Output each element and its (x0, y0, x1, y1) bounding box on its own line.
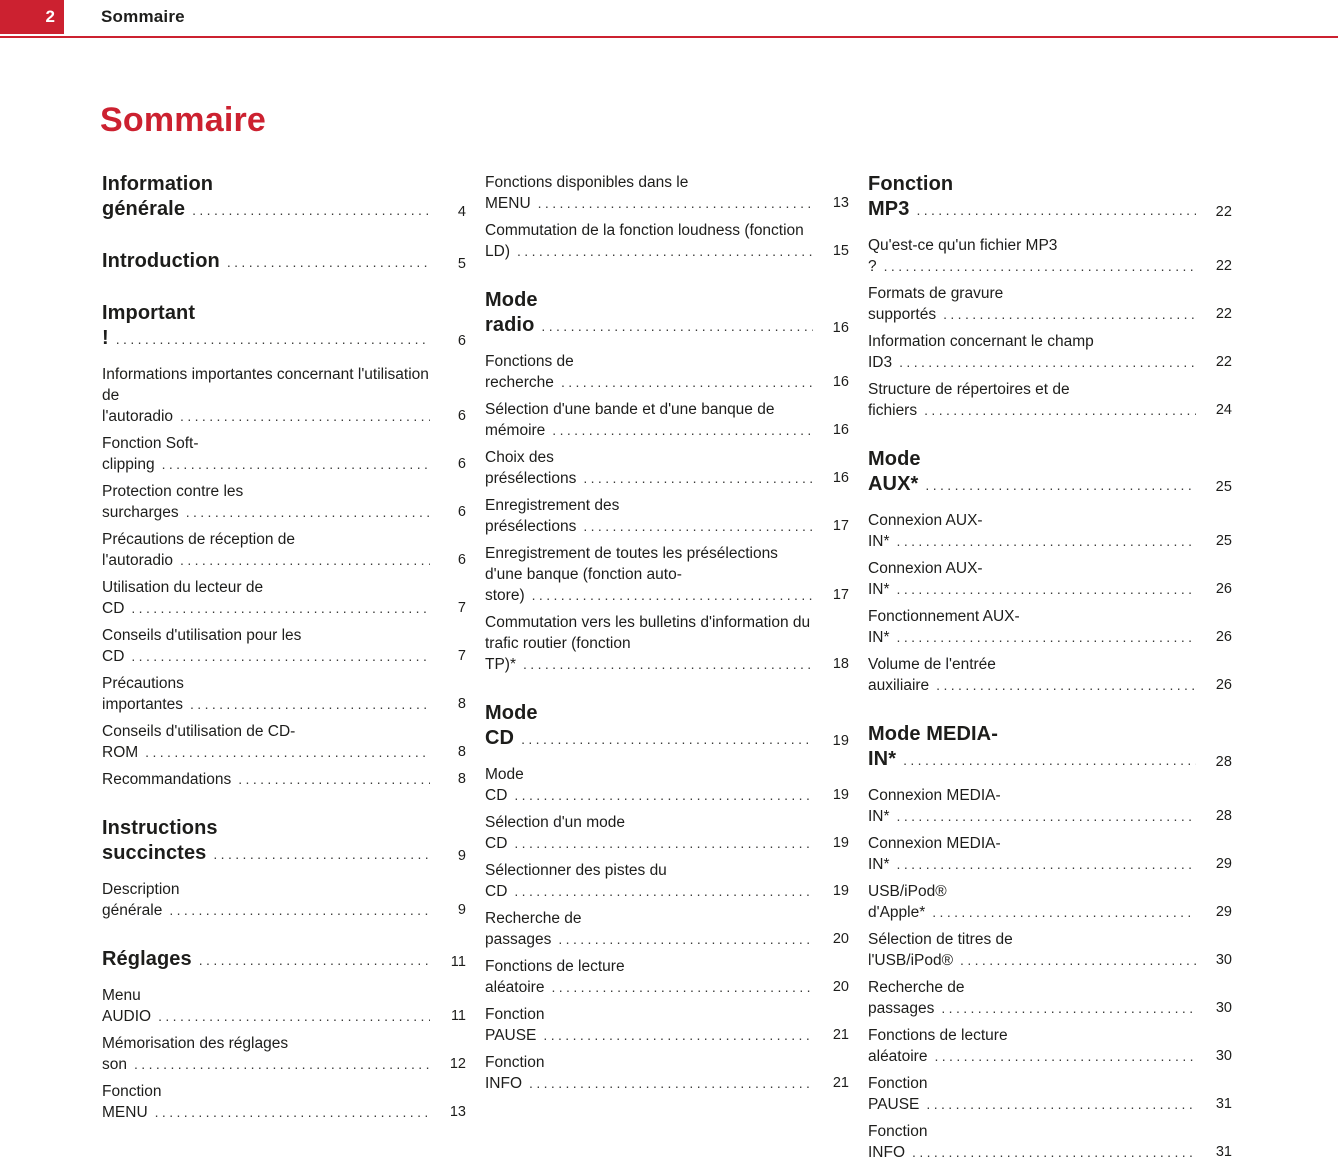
toc-entry-page-number: 22 (1215, 306, 1232, 322)
toc-entry-label: Mode AUX* (868, 448, 921, 495)
header-rule (0, 36, 1338, 38)
toc-entry-text (868, 1121, 1196, 1163)
dot-leader (583, 470, 813, 486)
toc-entry-text (102, 721, 430, 763)
toc-entry-text (485, 543, 813, 606)
toc-entry-page-number: 6 (457, 333, 466, 349)
toc-entry-page-number: 8 (457, 744, 466, 760)
dot-leader (925, 477, 1196, 493)
toc-entry (485, 1052, 849, 1094)
dot-leader (541, 318, 813, 334)
dot-leader (960, 952, 1196, 968)
toc-entry (868, 881, 1232, 923)
toc-entry-label: Sélectionner des pistes du CD (485, 862, 667, 900)
toc-entry (102, 625, 466, 667)
toc-entry (868, 1025, 1232, 1067)
dot-leader (897, 581, 1196, 597)
dot-leader (561, 374, 813, 390)
toc-entry-page-number: 12 (449, 1056, 466, 1072)
running-header-title: Sommaire (101, 7, 185, 26)
toc-entry-text (868, 1073, 1196, 1115)
toc-entry (102, 879, 466, 921)
dot-leader (213, 846, 430, 862)
toc-entry-label: Introduction (102, 250, 220, 272)
toc-entry-text (485, 860, 813, 902)
toc-entry-text (868, 283, 1196, 325)
toc-entry (102, 721, 466, 763)
toc-entry-text (485, 351, 813, 393)
toc-entry-text (485, 495, 813, 537)
dot-leader (897, 808, 1196, 824)
dot-leader (169, 902, 430, 918)
toc-entry-text (868, 881, 1196, 923)
toc-entry-page-number: 16 (832, 422, 849, 438)
toc-columns (102, 172, 1232, 1169)
dot-leader (538, 195, 813, 211)
toc-entry-label: Fonction MENU (102, 1083, 162, 1121)
dot-leader (180, 408, 430, 424)
toc-entry-text (868, 235, 1196, 277)
toc-entry-page-number: 30 (1215, 1048, 1232, 1064)
toc-entry-page-number: 25 (1215, 479, 1232, 495)
toc-entry-text (485, 812, 813, 854)
toc-entry-label: Mode CD (485, 766, 524, 804)
dot-leader (192, 202, 430, 218)
toc-entry (102, 1081, 466, 1123)
toc-entry-label: Formats de gravure supportés (868, 285, 1004, 323)
toc-entry-label: Volume de l'entrée auxiliaire (868, 656, 996, 694)
dot-leader (186, 504, 430, 520)
toc-entry-page-number: 5 (457, 256, 466, 272)
toc-entry-text (485, 220, 813, 262)
toc-entry-page-number: 6 (457, 408, 466, 424)
toc-entry-label: Connexion MEDIA-IN* (868, 787, 1001, 825)
page-title: Sommaire (100, 101, 267, 139)
toc-section-entry (102, 301, 466, 352)
toc-entry-text (102, 879, 430, 921)
dot-leader (158, 1008, 430, 1024)
toc-entry (102, 481, 466, 523)
dot-leader (558, 931, 813, 947)
toc-entry-label: Réglages (102, 948, 192, 970)
toc-entry-label: Protection contre les surcharges (102, 483, 244, 521)
toc-section-entry (102, 816, 466, 867)
toc-entry (485, 812, 849, 854)
toc-entry-text (102, 816, 430, 867)
dot-leader (583, 518, 813, 534)
dot-leader (941, 1000, 1196, 1016)
toc-entry (868, 283, 1232, 325)
toc-entry-text (485, 1052, 813, 1094)
toc-entry-text (102, 249, 430, 275)
toc-section-entry (102, 947, 466, 973)
dot-leader (934, 1048, 1196, 1064)
toc-column-2 (485, 172, 849, 1100)
toc-entry-page-number: 21 (832, 1027, 849, 1043)
toc-entry-page-number: 29 (1215, 856, 1232, 872)
dot-leader (899, 354, 1196, 370)
dot-leader (912, 1144, 1196, 1160)
toc-entry-label: Précautions importantes (102, 675, 184, 713)
toc-entry-label: Choix des présélections (485, 449, 577, 487)
toc-entry-label: Qu'est-ce qu'un fichier MP3 ? (868, 237, 1058, 275)
toc-entry-text (868, 172, 1196, 223)
dot-leader (514, 883, 813, 899)
toc-entry-page-number: 31 (1215, 1096, 1232, 1112)
toc-entry-label: Fonctions de lecture aléatoire (485, 958, 625, 996)
dot-leader (926, 1096, 1196, 1112)
dot-leader (936, 677, 1196, 693)
dot-leader (116, 331, 430, 347)
toc-entry (485, 220, 849, 262)
toc-entry (868, 833, 1232, 875)
toc-entry-label: Description générale (102, 881, 180, 919)
toc-entry-label: Mode MEDIA-IN* (868, 723, 998, 770)
toc-entry-text (485, 956, 813, 998)
toc-entry-page-number: 16 (832, 320, 849, 336)
toc-entry-text (485, 447, 813, 489)
dot-leader (523, 656, 813, 672)
toc-entry-label: Utilisation du lecteur de CD (102, 579, 264, 617)
toc-entry-text (868, 833, 1196, 875)
toc-entry-text (102, 172, 430, 223)
toc-entry (102, 529, 466, 571)
toc-entry (485, 764, 849, 806)
toc-entry-text (485, 288, 813, 339)
toc-entry (485, 172, 849, 214)
toc-entry-text (102, 577, 430, 619)
toc-entry-page-number: 15 (832, 243, 849, 259)
toc-entry-page-number: 13 (832, 195, 849, 211)
toc-entry (485, 612, 849, 675)
toc-entry-text (102, 1081, 430, 1123)
toc-entry (485, 351, 849, 393)
toc-entry-label: Sélection de titres de l'USB/iPod® (868, 931, 1013, 969)
toc-entry-label: Enregistrement des présélections (485, 497, 620, 535)
toc-entry-label: Mémorisation des réglages son (102, 1035, 289, 1073)
toc-column-3 (868, 172, 1232, 1169)
toc-entry-label: Fonction PAUSE (868, 1075, 928, 1113)
toc-entry-text (102, 769, 430, 790)
toc-entry-label: USB/iPod® d'Apple* (868, 883, 947, 921)
toc-section-entry (868, 722, 1232, 773)
toc-entry-page-number: 17 (832, 518, 849, 534)
toc-entry-page-number: 11 (450, 954, 466, 970)
toc-entry-text (485, 172, 813, 214)
toc-entry-text (102, 529, 430, 571)
dot-leader (897, 629, 1196, 645)
toc-entry (868, 235, 1232, 277)
toc-entry-page-number: 11 (450, 1008, 466, 1024)
toc-entry-label: Recherche de passages (485, 910, 582, 948)
toc-entry-page-number: 26 (1215, 677, 1232, 693)
toc-entry (868, 1121, 1232, 1163)
toc-entry-label: Sélection d'un mode CD (485, 814, 625, 852)
toc-entry-text (868, 785, 1196, 827)
toc-entry (102, 577, 466, 619)
toc-entry-text (868, 447, 1196, 498)
toc-entry-text (102, 625, 430, 667)
toc-section-entry (868, 447, 1232, 498)
toc-entry (868, 606, 1232, 648)
toc-entry-label: Recommandations (102, 771, 232, 788)
toc-entry (868, 379, 1232, 421)
toc-entry-page-number: 13 (449, 1104, 466, 1120)
toc-entry-page-number: 26 (1215, 629, 1232, 645)
toc-entry-text (102, 481, 430, 523)
toc-entry-label: Fonctionnement AUX-IN* (868, 608, 1020, 646)
toc-entry-text (868, 654, 1196, 696)
dot-leader (924, 402, 1196, 418)
toc-entry-label: Connexion AUX-IN* (868, 560, 983, 598)
toc-entry-text (868, 331, 1196, 373)
toc-entry (485, 860, 849, 902)
toc-entry-page-number: 17 (832, 587, 849, 603)
dot-leader (145, 744, 430, 760)
dot-leader (552, 422, 813, 438)
toc-entry-text (485, 1004, 813, 1046)
toc-entry-label: Menu AUDIO (102, 987, 152, 1025)
toc-entry-text (102, 1033, 430, 1075)
toc-entry-label: Commutation de la fonction loudness (fonction LD) (485, 222, 804, 260)
toc-section-entry (102, 172, 466, 223)
toc-entry (485, 956, 849, 998)
dot-leader (517, 243, 813, 259)
toc-entry-label: Structure de répertoires et de fichiers (868, 381, 1070, 419)
toc-entry-page-number: 28 (1215, 754, 1232, 770)
toc-entry-text (485, 764, 813, 806)
toc-entry-label: Fonctions de lecture aléatoire (868, 1027, 1008, 1065)
dot-leader (943, 306, 1196, 322)
toc-entry-text (102, 301, 430, 352)
toc-entry-label: Fonctions disponibles dans le MENU (485, 174, 689, 212)
toc-entry-page-number: 30 (1215, 1000, 1232, 1016)
toc-entry (868, 977, 1232, 1019)
toc-entry (868, 785, 1232, 827)
toc-entry (485, 1004, 849, 1046)
dot-leader (903, 752, 1196, 768)
toc-entry-label: Information générale (102, 173, 214, 220)
toc-entry-page-number: 28 (1215, 808, 1232, 824)
toc-section-entry (868, 172, 1232, 223)
toc-entry-page-number: 19 (832, 733, 849, 749)
toc-entry-label: Connexion AUX-IN* (868, 512, 983, 550)
dot-leader (932, 904, 1196, 920)
toc-entry (868, 654, 1232, 696)
toc-entry-label: Fonction Soft-clipping (102, 435, 199, 473)
toc-entry-text (102, 433, 430, 475)
toc-entry-text (485, 612, 813, 675)
toc-entry-label: Conseils d'utilisation de CD-ROM (102, 723, 296, 761)
toc-entry-label: Mode CD (485, 702, 538, 749)
toc-entry-text (868, 977, 1196, 1019)
toc-section-entry (485, 701, 849, 752)
toc-entry-page-number: 16 (832, 374, 849, 390)
toc-entry-page-number: 19 (832, 787, 849, 803)
dot-leader (162, 456, 430, 472)
toc-entry-page-number: 22 (1215, 354, 1232, 370)
toc-entry-page-number: 26 (1215, 581, 1232, 597)
toc-entry (868, 558, 1232, 600)
toc-entry-label: Fonction INFO (485, 1054, 545, 1092)
toc-entry-text (485, 399, 813, 441)
dot-leader (884, 258, 1196, 274)
toc-entry-page-number: 6 (457, 504, 466, 520)
toc-entry-page-number: 7 (457, 648, 466, 664)
toc-column-1 (102, 172, 466, 1129)
toc-entry-page-number: 4 (457, 204, 466, 220)
dot-leader (238, 771, 430, 787)
toc-entry-page-number: 31 (1215, 1144, 1232, 1160)
toc-entry-label: Fonction INFO (868, 1123, 928, 1161)
dot-leader (543, 1027, 813, 1043)
toc-entry-label: Informations importantes concernant l'utilisation de l'autoradio (102, 366, 429, 425)
toc-entry-label: Important ! (102, 302, 196, 349)
toc-entry-text (102, 673, 430, 715)
toc-entry-text (485, 701, 813, 752)
toc-entry-page-number: 8 (457, 696, 466, 712)
page-number: 2 (45, 7, 55, 26)
toc-entry-label: Commutation vers les bulletins d'information du trafic routier (fonction TP)* (485, 614, 811, 673)
toc-entry-label: Connexion MEDIA-IN* (868, 835, 1001, 873)
toc-entry-text (102, 947, 430, 973)
toc-entry-text (868, 1025, 1196, 1067)
toc-entry (102, 433, 466, 475)
toc-entry-page-number: 25 (1215, 533, 1232, 549)
toc-entry-label: Sélection d'une bande et d'une banque de mémoire (485, 401, 775, 439)
toc-entry (102, 673, 466, 715)
toc-entry-label: Fonctions de recherche (485, 353, 574, 391)
toc-entry-page-number: 9 (457, 848, 466, 864)
toc-entry (102, 769, 466, 790)
toc-entry-page-number: 20 (832, 931, 849, 947)
toc-entry-page-number: 9 (457, 902, 466, 918)
toc-entry-label: Mode radio (485, 289, 538, 336)
dot-leader (532, 587, 813, 603)
toc-entry-text (868, 510, 1196, 552)
toc-entry (485, 495, 849, 537)
toc-entry-label: Enregistrement de toutes les présélections d'une banque (fonction auto-store) (485, 545, 778, 604)
toc-entry-text (102, 364, 430, 427)
toc-entry-page-number: 21 (832, 1075, 849, 1091)
toc-entry-page-number: 18 (832, 656, 849, 672)
toc-entry-label: Recherche de passages (868, 979, 965, 1017)
dot-leader (916, 202, 1196, 218)
dot-leader (897, 856, 1196, 872)
toc-entry (868, 510, 1232, 552)
toc-entry (485, 447, 849, 489)
toc-entry-label: Instructions succinctes (102, 817, 218, 864)
toc-entry-page-number: 24 (1215, 402, 1232, 418)
toc-entry (102, 985, 466, 1027)
toc-entry-page-number: 6 (457, 456, 466, 472)
toc-entry-page-number: 8 (457, 771, 466, 787)
dot-leader (180, 552, 430, 568)
toc-entry-page-number: 16 (832, 470, 849, 486)
toc-section-entry (102, 249, 466, 275)
dot-leader (529, 1075, 813, 1091)
toc-entry-text (868, 722, 1196, 773)
dot-leader (514, 787, 813, 803)
dot-leader (190, 696, 430, 712)
toc-entry-label: Fonction MP3 (868, 173, 954, 220)
toc-entry (102, 1033, 466, 1075)
toc-entry-text (868, 929, 1196, 971)
toc-entry (485, 543, 849, 606)
toc-entry (485, 399, 849, 441)
toc-entry-page-number: 7 (457, 600, 466, 616)
dot-leader (227, 254, 430, 270)
toc-entry-text (868, 558, 1196, 600)
toc-entry-page-number: 19 (832, 835, 849, 851)
toc-entry-page-number: 19 (832, 883, 849, 899)
dot-leader (131, 648, 430, 664)
toc-entry-page-number: 20 (832, 979, 849, 995)
page-number-box (0, 0, 64, 34)
toc-entry-page-number: 22 (1215, 258, 1232, 274)
dot-leader (897, 533, 1196, 549)
toc-entry-page-number: 30 (1215, 952, 1232, 968)
toc-entry-label: Information concernant le champ ID3 (868, 333, 1094, 371)
toc-entry (102, 364, 466, 427)
toc-entry-page-number: 29 (1215, 904, 1232, 920)
dot-leader (521, 731, 813, 747)
toc-entry-text (868, 606, 1196, 648)
dot-leader (199, 952, 430, 968)
toc-entry (868, 1073, 1232, 1115)
toc-entry-page-number: 6 (457, 552, 466, 568)
dot-leader (551, 979, 813, 995)
dot-leader (155, 1104, 430, 1120)
toc-entry-label: Précautions de réception de l'autoradio (102, 531, 296, 569)
dot-leader (131, 600, 430, 616)
toc-entry (868, 929, 1232, 971)
toc-section-entry (485, 288, 849, 339)
dot-leader (134, 1056, 430, 1072)
dot-leader (514, 835, 813, 851)
toc-entry (868, 331, 1232, 373)
toc-entry-label: Conseils d'utilisation pour les CD (102, 627, 302, 665)
toc-entry-label: Fonction PAUSE (485, 1006, 545, 1044)
toc-entry-page-number: 22 (1215, 204, 1232, 220)
toc-entry-text (102, 985, 430, 1027)
toc-entry-text (868, 379, 1196, 421)
